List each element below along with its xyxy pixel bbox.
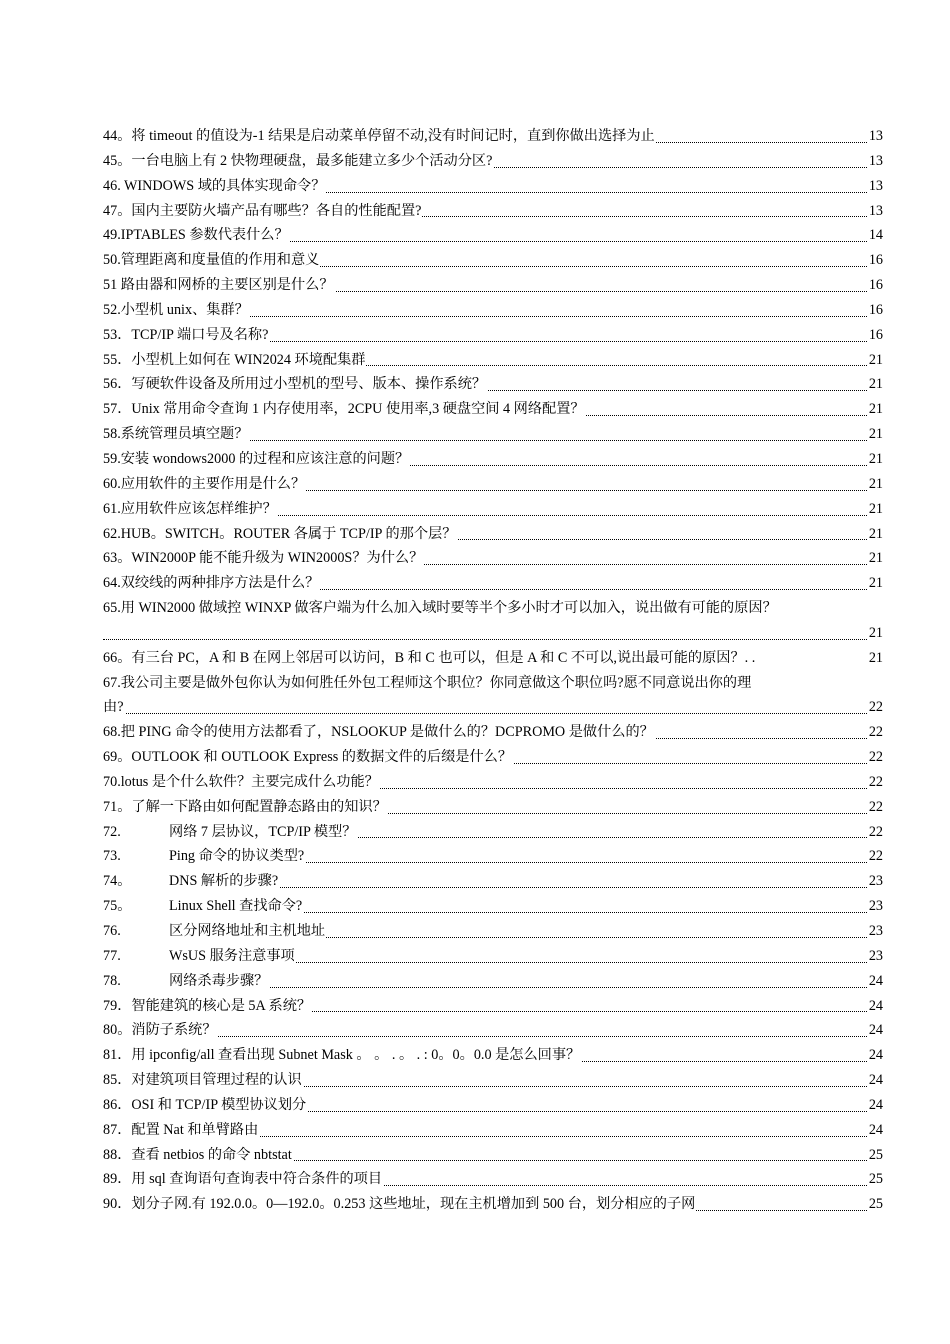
toc-entry[interactable] xyxy=(103,820,883,845)
toc-entry[interactable] xyxy=(103,894,883,919)
toc-entry-page-number: 22 xyxy=(868,745,883,770)
toc-entry-page-number: 21 xyxy=(868,621,883,646)
toc-entry-page-number: 14 xyxy=(868,223,883,248)
toc-entry[interactable] xyxy=(103,969,883,994)
toc-entry[interactable] xyxy=(103,745,883,770)
toc-entry-title xyxy=(103,820,357,845)
toc-entry-title: 81．用 ipconfig/all 查看出现 Subnet Mask 。 。 . 。 . : 0。0。0.0 是怎么回事？ xyxy=(103,1043,581,1068)
toc-entry-title: 68.把 PING 命令的使用方法都看了，NSLOOKUP 是做什么的？DCPROMO 是做什么的？ xyxy=(103,720,655,745)
toc-entry[interactable] xyxy=(103,546,883,571)
toc-entry[interactable] xyxy=(103,994,883,1019)
toc-entry-page-number: 21 xyxy=(868,646,883,671)
toc-entry[interactable] xyxy=(103,646,883,671)
toc-entry-title: 85．对建筑项目管理过程的认识 xyxy=(103,1068,303,1093)
toc-entry[interactable] xyxy=(103,1118,883,1143)
toc-entry-page-number: 22 xyxy=(868,820,883,845)
toc-entry-title: 47。国内主要防火墙产品有哪些？各自的性能配置? xyxy=(103,199,422,224)
toc-entry-title: 45。一台电脑上有 2 快物理硬盘，最多能建立多少个活动分区? xyxy=(103,149,493,174)
toc-entry-title xyxy=(103,869,279,894)
toc-entry-label: Ping 命令的协议类型? xyxy=(169,848,305,865)
toc-entry-number: 73. xyxy=(103,848,121,865)
toc-entry-page-number: 21 xyxy=(868,497,883,522)
toc-entry-title: 62.HUB。SWITCH。ROUTER 各属于 TCP/IP 的那个层？ xyxy=(103,522,457,547)
toc-entry[interactable] xyxy=(103,323,883,348)
toc-entry-page-number: 24 xyxy=(868,994,883,1019)
toc-entry-title: 79．智能建筑的核心是 5A 系统？ xyxy=(103,994,312,1019)
toc-entry-number: 74。 xyxy=(103,873,132,890)
toc-entry[interactable] xyxy=(103,397,883,422)
toc-entry-page-number: 23 xyxy=(868,869,883,894)
toc-entry[interactable] xyxy=(103,248,883,273)
toc-entry[interactable] xyxy=(103,571,883,596)
toc-entry-title: 56．写硬软件设备及所用过小型机的型号、版本、操作系统？ xyxy=(103,372,487,397)
toc-entry-page-number: 22 xyxy=(868,770,883,795)
toc-entry[interactable] xyxy=(103,671,883,696)
toc-entry[interactable] xyxy=(103,1018,883,1043)
toc-entry-label: 区分网络地址和主机地址 xyxy=(169,923,326,939)
toc-entry-page-number: 21 xyxy=(868,422,883,447)
toc-entry-page-number: 13 xyxy=(868,199,883,224)
toc-entry-page-number: 24 xyxy=(868,969,883,994)
toc-entry-page-number: 24 xyxy=(868,1043,883,1068)
toc-entry-title: 59.安装 wondows2000 的过程和应该注意的问题？ xyxy=(103,447,410,472)
toc-entry-title: 70.lotus 是个什么软件？主要完成什么功能？ xyxy=(103,770,380,795)
table-of-contents xyxy=(103,124,883,1217)
toc-entry-title: 65.用 WIN2000 做域控 WINXP 做客户端为什么加入域时要等半个多小时才可以加入，说出做有可能的原因？ xyxy=(103,596,778,621)
toc-entry-title xyxy=(103,894,303,919)
toc-entry-page-number: 21 xyxy=(868,546,883,571)
toc-entry[interactable] xyxy=(103,1068,883,1093)
toc-entry-number: 72. xyxy=(103,823,121,840)
toc-entry-page-number: 21 xyxy=(868,348,883,373)
toc-entry[interactable] xyxy=(103,497,883,522)
toc-entry-title: 46. WINDOWS 域的具体实现命令？ xyxy=(103,174,326,199)
toc-entry-page-number: 21 xyxy=(868,522,883,547)
toc-entry-number: 77. xyxy=(103,947,121,964)
toc-entry-title: 58.系统管理员填空题？ xyxy=(103,422,249,447)
toc-entry[interactable] xyxy=(103,422,883,447)
toc-entry[interactable] xyxy=(103,348,883,373)
toc-entry[interactable] xyxy=(103,869,883,894)
toc-entry-title: 53．TCP/IP 端口号及名称? xyxy=(103,323,269,348)
toc-entry-label: 网络 7 层协议，TCP/IP 模型？ xyxy=(169,823,357,840)
toc-entry-page-number: 21 xyxy=(868,447,883,472)
toc-entry-title: 49.IPTABLES 参数代表什么？ xyxy=(103,223,290,248)
toc-entry[interactable] xyxy=(103,472,883,497)
toc-entry-page-number: 22 xyxy=(868,795,883,820)
toc-entry-title: 80。消防子系统？ xyxy=(103,1018,218,1043)
toc-entry-number: 76. xyxy=(103,923,121,939)
toc-entry-title: 64.双绞线的两种排序方法是什么？ xyxy=(103,571,320,596)
toc-entry[interactable] xyxy=(103,298,883,323)
toc-entry-title: 52.小型机 unix、集群？ xyxy=(103,298,250,323)
toc-entry-page-number: 13 xyxy=(868,174,883,199)
toc-entry-title: 60.应用软件的主要作用是什么？ xyxy=(103,472,306,497)
toc-entry[interactable] xyxy=(103,720,883,745)
toc-entry[interactable] xyxy=(103,1143,883,1168)
toc-entry-title: 67.我公司主要是做外包你认为如何胜任外包工程师这个职位？你同意做这个职位吗?愿不同意说出你的理 xyxy=(103,671,752,696)
dot-leader xyxy=(103,713,883,714)
toc-entry[interactable] xyxy=(103,124,883,149)
toc-entry-number: 78. xyxy=(103,972,121,989)
toc-entry[interactable] xyxy=(103,695,883,720)
toc-entry-title: 50.管理距离和度量值的作用和意义 xyxy=(103,248,320,273)
toc-entry-label: Linux Shell 查找命令? xyxy=(169,898,303,915)
toc-entry[interactable] xyxy=(103,223,883,248)
toc-entry[interactable] xyxy=(103,199,883,224)
toc-entry[interactable] xyxy=(103,596,883,621)
toc-entry-page-number: 24 xyxy=(868,1018,883,1043)
toc-entry-title: 63。WIN2000P 能不能升级为 WIN2000S？为什么？ xyxy=(103,546,424,571)
toc-entry-page-number: 24 xyxy=(868,1093,883,1118)
toc-entry-page-number: 16 xyxy=(868,273,883,298)
toc-entry-title xyxy=(103,944,296,969)
toc-entry[interactable] xyxy=(103,273,883,298)
toc-entry-title xyxy=(103,844,305,869)
toc-entry-page-number: 23 xyxy=(868,919,883,944)
toc-entry-title: 89．用 sql 查询语句查询表中符合条件的项目 xyxy=(103,1167,383,1192)
toc-entry[interactable] xyxy=(103,795,883,820)
toc-entry-page-number: 25 xyxy=(868,1143,883,1168)
toc-entry-title: 69。OUTLOOK 和 OUTLOOK Express 的数据文件的后缀是什么？ xyxy=(103,745,513,770)
toc-entry-title: 57．Unix 常用命令查询 1 内存使用率，2CPU 使用率,3 硬盘空间 4 网络配置？ xyxy=(103,397,586,422)
toc-entry[interactable] xyxy=(103,1167,883,1192)
toc-entry[interactable] xyxy=(103,149,883,174)
toc-entry-title: 由? xyxy=(103,695,125,720)
toc-entry[interactable] xyxy=(103,621,883,646)
toc-entry-page-number: 21 xyxy=(868,472,883,497)
toc-entry-title xyxy=(103,969,269,994)
toc-entry-label: DNS 解析的步骤? xyxy=(169,873,279,890)
toc-entry-page-number: 16 xyxy=(868,248,883,273)
toc-entry-page-number: 24 xyxy=(868,1068,883,1093)
toc-entry-page-number: 21 xyxy=(868,571,883,596)
toc-entry-title: 87．配置 Nat 和单臂路由 xyxy=(103,1118,259,1143)
toc-entry-page-number: 21 xyxy=(868,372,883,397)
toc-entry-title: 51 路由器和网桥的主要区别是什么？ xyxy=(103,273,335,298)
toc-entry-page-number: 16 xyxy=(868,298,883,323)
toc-entry-title xyxy=(103,919,326,944)
toc-entry-title: 86．OSI 和 TCP/IP 模型协议划分 xyxy=(103,1093,307,1118)
toc-entry-title: 44。将 timeout 的值设为-1 结果是启动菜单停留不动,没有时间记时，直到你做出选择为止 xyxy=(103,124,656,149)
toc-entry-page-number: 13 xyxy=(868,124,883,149)
toc-entry[interactable] xyxy=(103,919,883,944)
toc-entry-title: 61.应用软件应该怎样维护？ xyxy=(103,497,278,522)
toc-entry-page-number: 22 xyxy=(868,844,883,869)
toc-entry-page-number: 13 xyxy=(868,149,883,174)
toc-entry-number: 75。 xyxy=(103,898,132,915)
toc-entry[interactable] xyxy=(103,1093,883,1118)
toc-entry[interactable] xyxy=(103,174,883,199)
toc-entry-title: 88．查看 netbios 的命令 nbtstat xyxy=(103,1143,293,1168)
toc-entry-title: 55．小型机上如何在 WIN2024 环境配集群 xyxy=(103,348,366,373)
toc-entry-page-number: 23 xyxy=(868,894,883,919)
toc-entry-page-number: 25 xyxy=(868,1192,883,1217)
toc-entry-title: 66。有三台 PC，A 和 B 在网上邻居可以访问，B 和 C 也可以，但是 A 和 C 不可以,说出最可能的原因？. . xyxy=(103,646,756,671)
toc-entry-page-number: 22 xyxy=(868,720,883,745)
toc-entry[interactable] xyxy=(103,1043,883,1068)
toc-entry[interactable] xyxy=(103,522,883,547)
toc-entry-title: 90．划分子网.有 192.0.0。0—192.0。0.253 这些地址，现在主机增加到 500 台，划分相应的子网 xyxy=(103,1192,696,1217)
toc-entry-page-number: 23 xyxy=(868,944,883,969)
toc-entry-label: 网络杀毒步骤？ xyxy=(169,972,269,989)
toc-entry-page-number: 21 xyxy=(868,397,883,422)
dot-leader xyxy=(103,1036,883,1037)
toc-entry-page-number: 24 xyxy=(868,1118,883,1143)
toc-entry[interactable] xyxy=(103,372,883,397)
toc-entry[interactable] xyxy=(103,447,883,472)
dot-leader xyxy=(103,639,883,640)
toc-entry[interactable] xyxy=(103,1192,883,1217)
toc-entry-page-number: 22 xyxy=(868,695,883,720)
toc-entry[interactable] xyxy=(103,770,883,795)
toc-entry[interactable] xyxy=(103,944,883,969)
toc-entry[interactable] xyxy=(103,844,883,869)
toc-entry-title: 71。了解一下路由如何配置静态路由的知识？ xyxy=(103,795,388,820)
toc-entry-page-number: 16 xyxy=(868,323,883,348)
toc-entry-page-number: 25 xyxy=(868,1167,883,1192)
toc-entry-label: WsUS 服务注意事项 xyxy=(169,947,295,964)
